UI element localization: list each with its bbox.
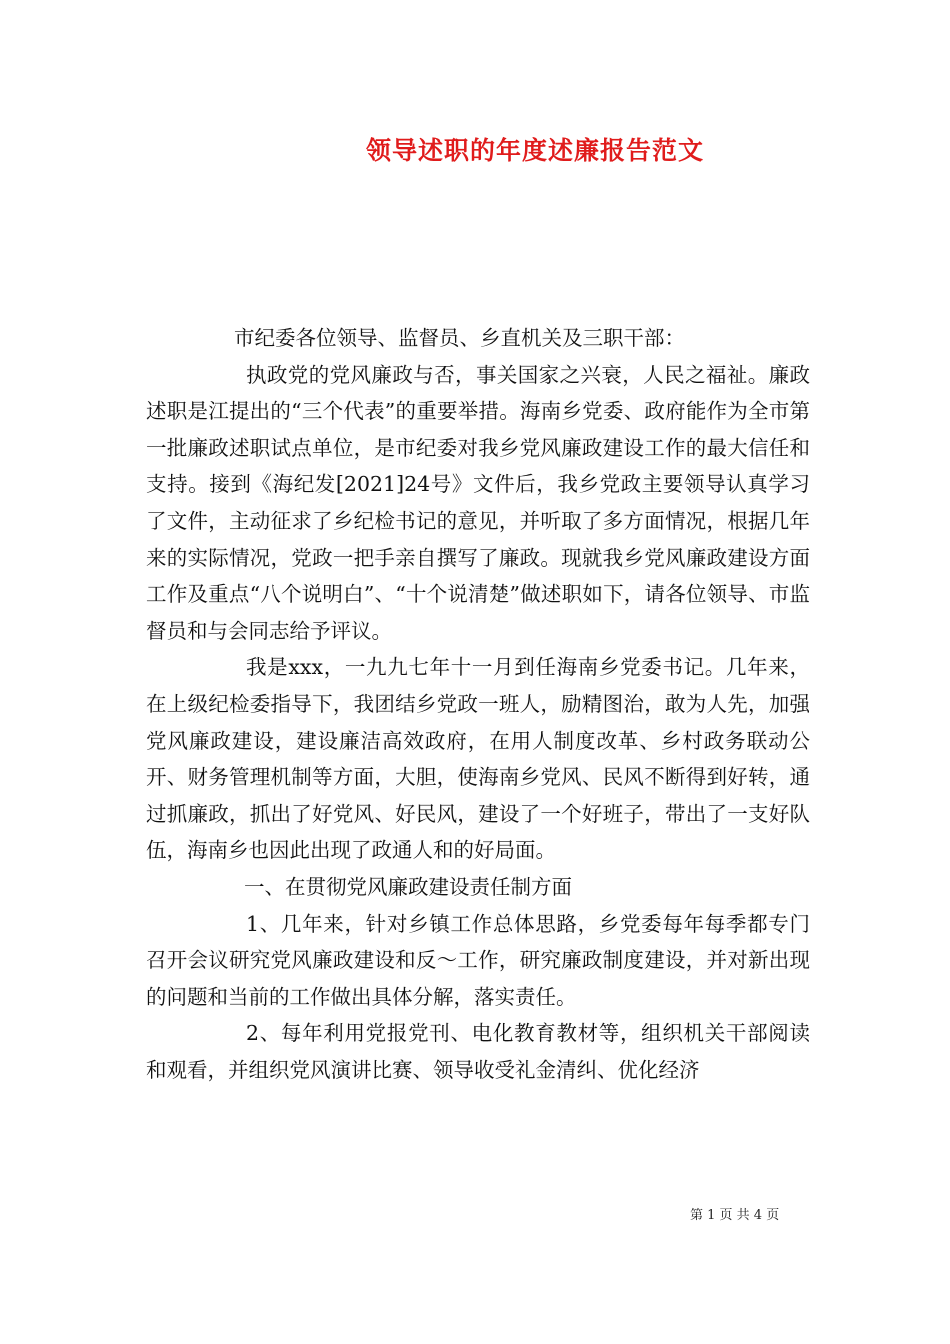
salutation: 市纪委各位领导、监督员、乡直机关及三职干部： [234,326,685,350]
paragraph-self-introduction: 我是xxx，一九九七年十一月到任海南乡党委书记。几年来，在上级纪检委指导下，我团结乡党政一班人，励精图治，敢为人先，加强党风廉政建设，建设廉洁高效政府，在用人制度改革、乡村政务联动公开、财务管理机制等方面，大胆，使海南乡党风、民风不断得到好转，通过抓廉政，抓出了好党风、好民风，建设了一个好班子，带出了一支好队伍，海南乡也因此出现了政通人和的好局面。 [146,655,810,863]
paragraph-intro: 执政党的党风廉政与否，事关国家之兴衰，人民之福祉。廉政述职是江提出的“三个代表”的重要举措。海南乡党委、政府能作为全市第一批廉政述职试点单位，是市纪委对我乡党风廉政建设工作的最大信任和支持。接到《海纪发[2021]24号》文件后，我乡党政主要领导认真学习了文件，主动征求了乡纪检书记的意见，并听取了多方面情况，根据几年来的实际情况，党政一把手亲自撰写了廉政。现就我乡党风廉政建设方面工作及重点“八个说明白”、“十个说清楚”做述职如下，请各位领导、市监督员和与会同志给予评议。 [146,362,810,643]
document-body [146,320,810,1088]
document-title: 领导述职的年度述廉报告范文 [365,136,704,165]
section-heading: 一、在贯彻党风廉政建设责任制方面 [244,874,572,899]
page-number: 第 1 页 共 4 页 [690,1208,780,1223]
list-item-2: 2、每年利用党报党刊、电化教育教材等，组织机关干部阅读和观看，并组织党风演讲比赛、领导收受礼金清纠、优化经济 [146,1021,810,1082]
list-item-1: 1、几年来，针对乡镇工作总体思路，乡党委每年每季都专门召开会议研究党风廉政建设和反～工作，研究廉政制度建设，并对新出现的问题和当前的工作做出具体分解，落实责任。 [146,911,810,1009]
